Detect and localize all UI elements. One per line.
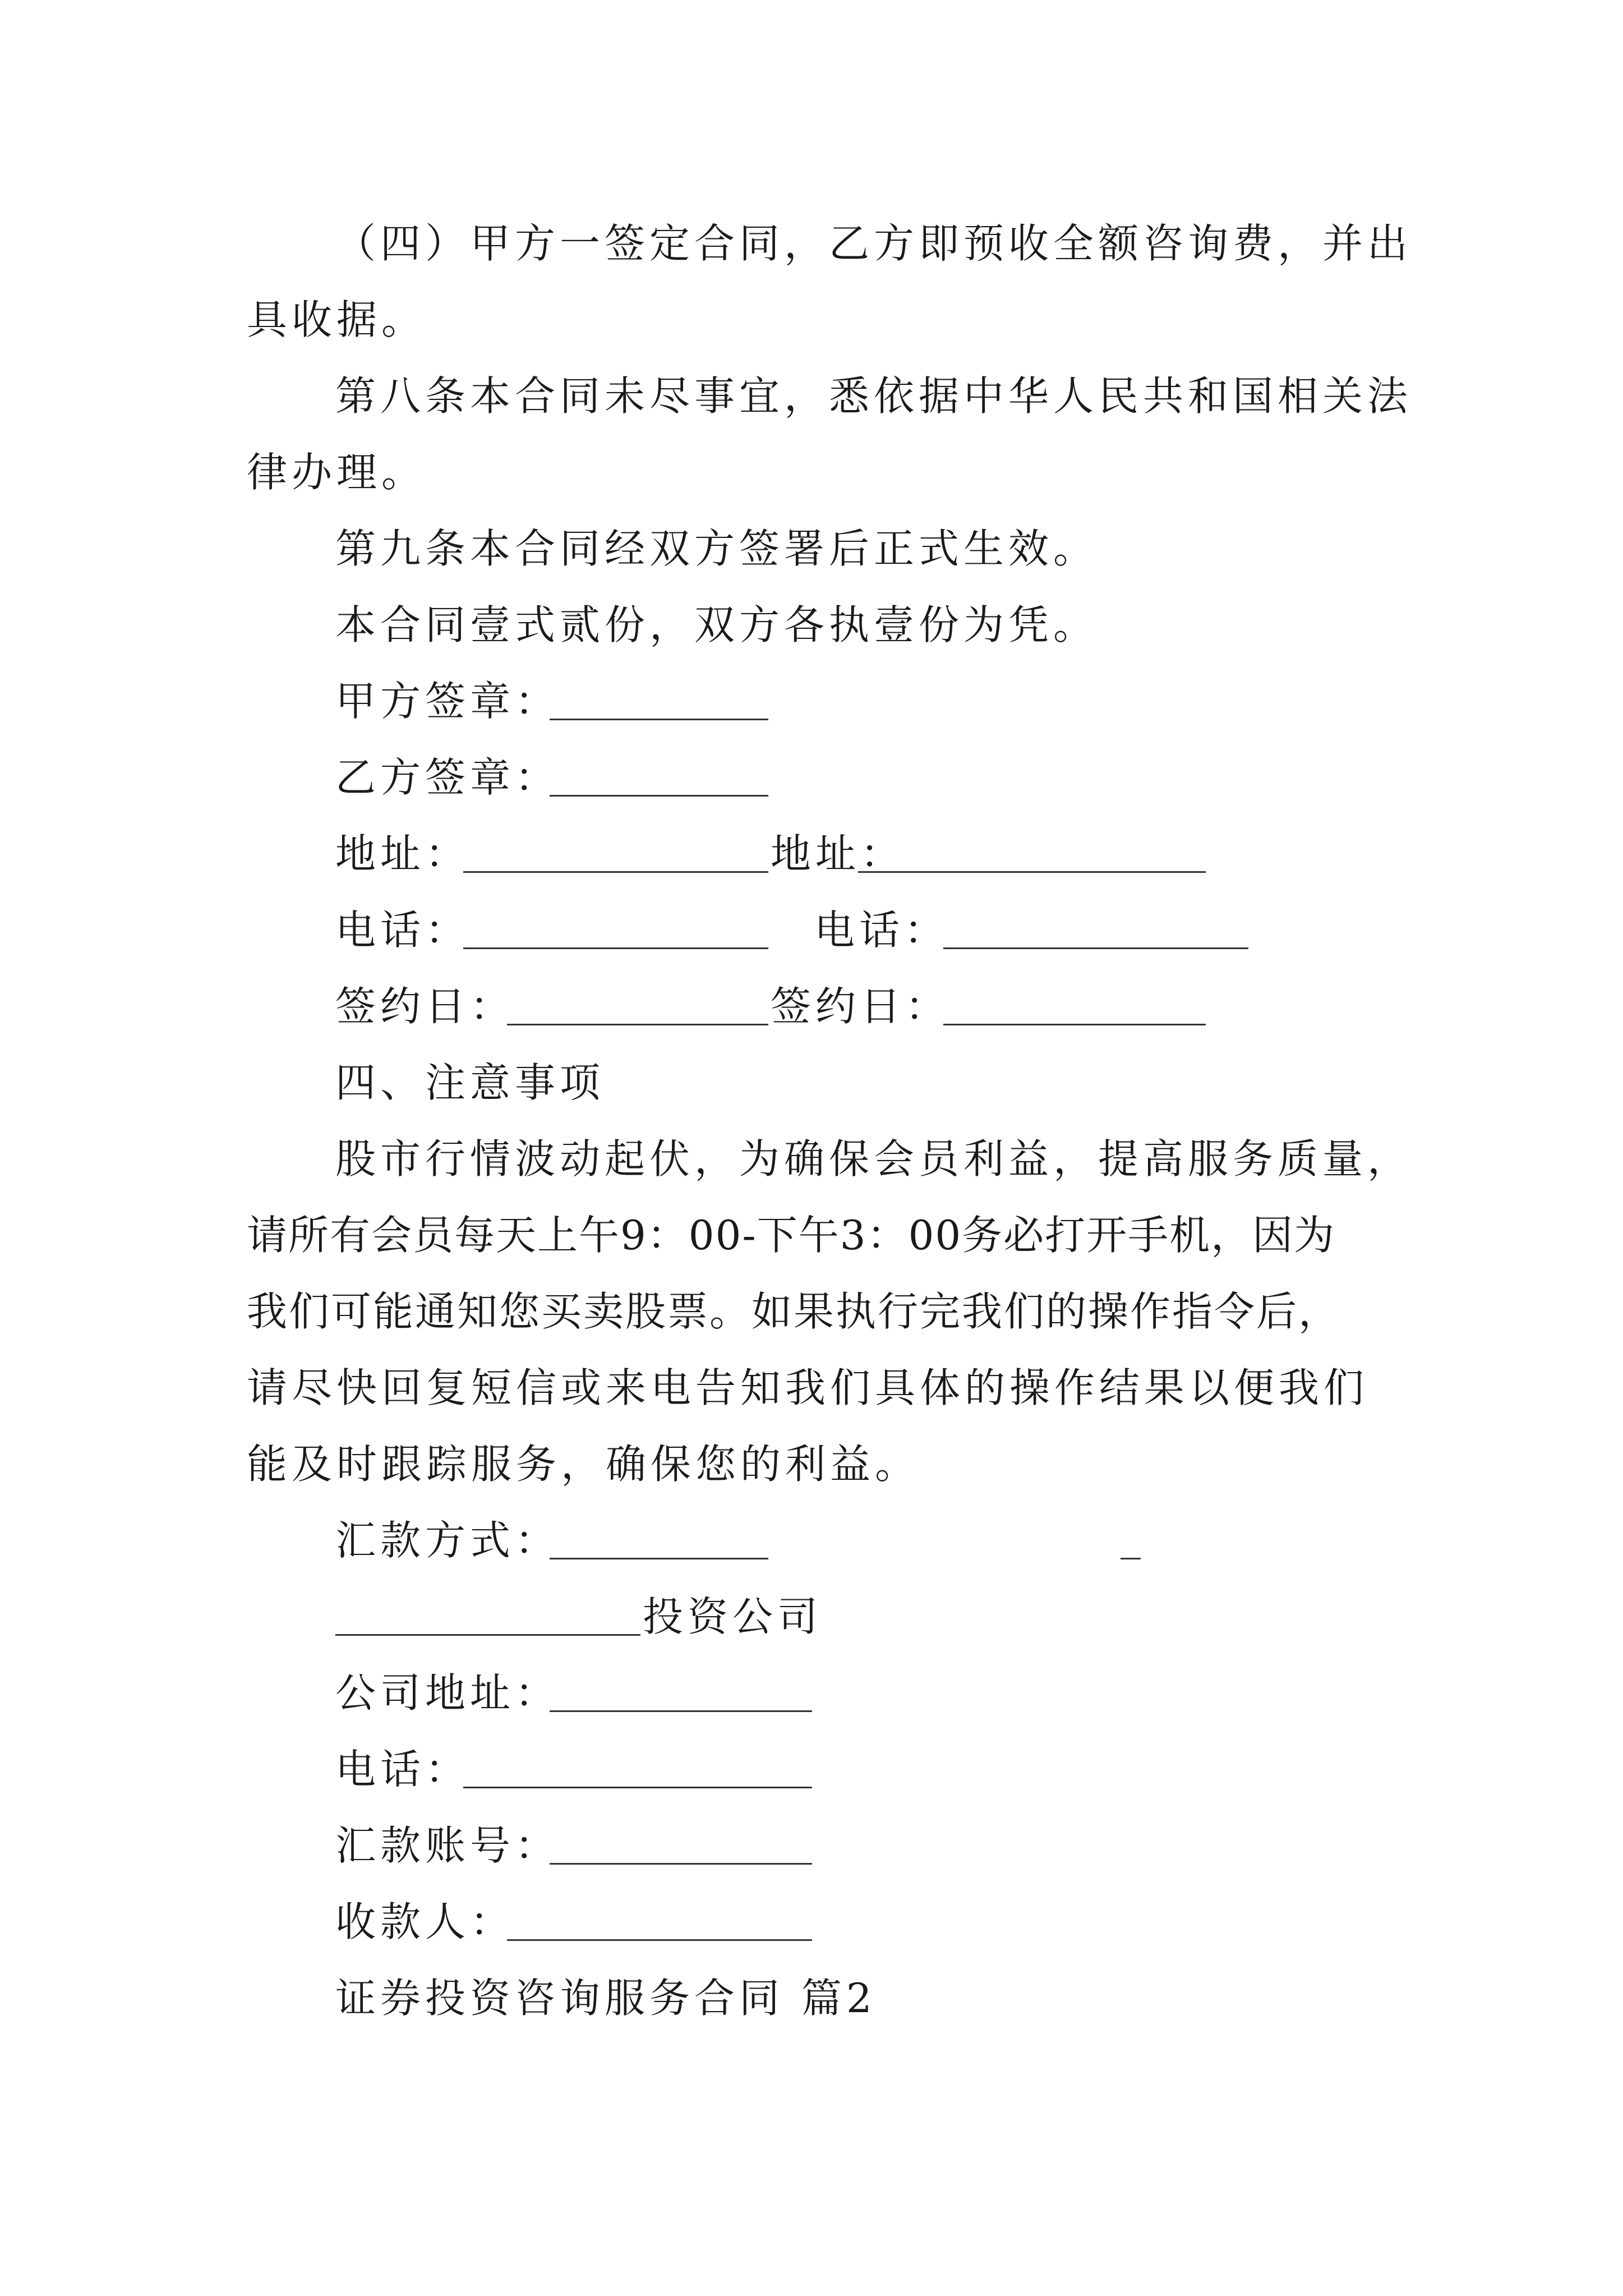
company-phone-label: 电话： — [335, 1746, 471, 1793]
notes-line-3: 我们可能通知您买卖股票。如果执行完我们的操作指令后， — [247, 1288, 1341, 1335]
notes-line-1: 股市行情波动起伏，为确保会员利益，提高服务质量， — [335, 1135, 1413, 1182]
copies-statement: 本合同壹式贰份，双方各执壹份为凭。 — [335, 601, 1099, 648]
date-blank-b — [943, 1024, 1206, 1025]
notes-line-2: 请所有会员每天上午9：00-下午3：00务必打开手机，因为 — [247, 1212, 1336, 1259]
address-blank-b — [858, 871, 1206, 873]
remittance-method-trailing-mark — [1121, 1558, 1141, 1559]
address-label-a: 地址： — [335, 830, 471, 877]
notes-line-5: 能及时跟踪服务，确保您的利益。 — [247, 1441, 920, 1488]
article-8-line-1: 第八条本合同未尽事宜，悉依据中华人民共和国相关法 — [335, 372, 1413, 420]
party-a-signature-label: 甲方签章： — [335, 678, 560, 725]
article-9: 第九条本合同经双方签署后正式生效。 — [335, 525, 1099, 572]
phone-blank-b — [943, 947, 1248, 949]
remittance-account-blank — [550, 1863, 812, 1865]
date-blank-a — [507, 1024, 768, 1025]
notes-line-4: 请尽快回复短信或来电告知我们具体的操作结果以便我们 — [247, 1364, 1369, 1411]
remittance-account-label: 汇款账号： — [335, 1822, 560, 1869]
clause-4-line-2: 具收据。 — [247, 296, 427, 343]
party-b-signature-blank — [550, 795, 768, 797]
company-address-blank — [550, 1710, 812, 1712]
party-a-signature-blank — [550, 719, 768, 720]
payee-label: 收款人： — [335, 1898, 515, 1945]
phone-blank-a — [463, 947, 768, 949]
clause-4-line-1: （四）甲方一签定合同，乙方即预收全额咨询费，并出 — [335, 220, 1413, 267]
payee-blank — [507, 1939, 812, 1941]
remittance-method-label: 汇款方式： — [335, 1517, 560, 1564]
next-section-title: 证券投资咨询服务合同 篇2 — [335, 1975, 877, 2022]
company-address-label: 公司地址： — [335, 1669, 560, 1717]
phone-label-b: 电话： — [814, 907, 949, 954]
article-8-line-2: 律办理。 — [247, 449, 427, 496]
address-label-b: 地址： — [771, 830, 906, 877]
company-phone-blank — [463, 1787, 812, 1788]
company-suffix: 投资公司 — [643, 1593, 823, 1640]
date-label-a: 签约日： — [335, 983, 515, 1030]
phone-label-a: 电话： — [335, 907, 471, 954]
party-b-signature-label: 乙方签章： — [335, 754, 560, 801]
notes-heading: 四、注意事项 — [335, 1059, 605, 1106]
date-label-b: 签约日： — [771, 983, 951, 1030]
remittance-method-blank — [550, 1558, 768, 1559]
company-name-blank — [335, 1634, 640, 1636]
address-blank-a — [463, 871, 768, 873]
